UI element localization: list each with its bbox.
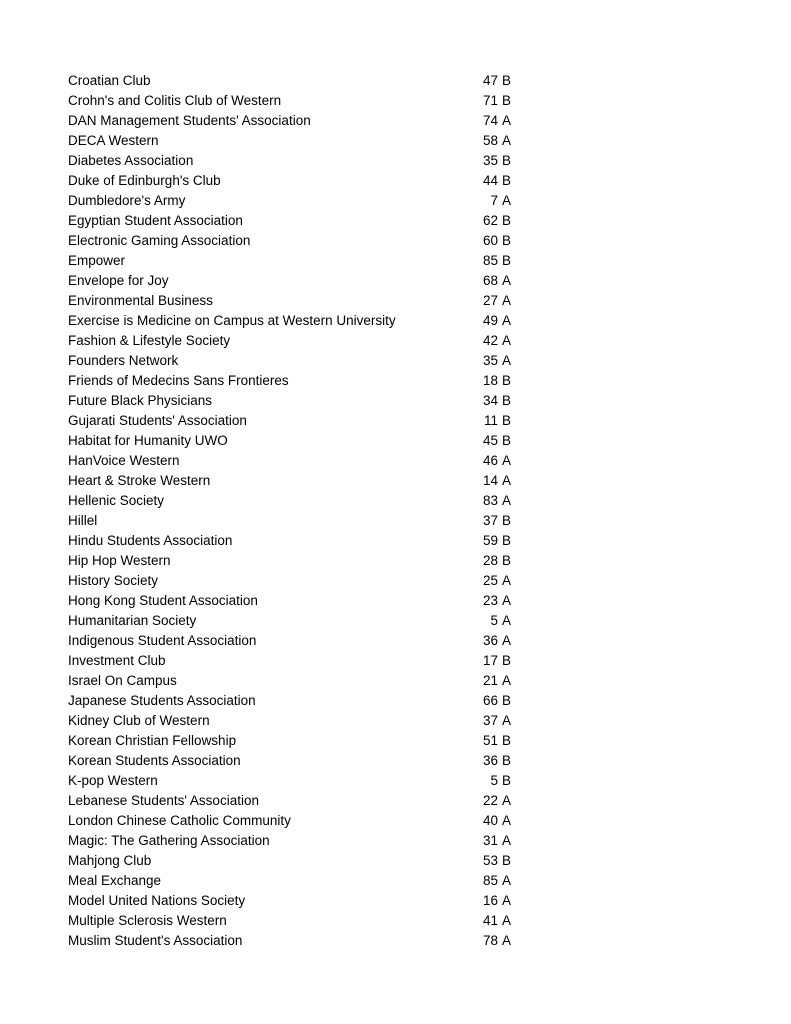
club-group: A: [502, 933, 512, 948]
list-item: [68, 311, 528, 331]
list-item: [68, 371, 528, 391]
club-name: Mahjong Club: [68, 853, 152, 868]
club-number: 36: [482, 753, 498, 768]
club-name: Korean Students Association: [68, 753, 241, 768]
club-name: Hillel: [68, 513, 98, 528]
list-item: [68, 511, 528, 531]
club-name: Model United Nations Society: [68, 893, 246, 908]
club-group: B: [502, 373, 512, 388]
list-item: [68, 631, 528, 651]
club-number: 5: [490, 613, 498, 628]
club-name: Habitat for Humanity UWO: [68, 433, 228, 448]
club-number: 22: [482, 793, 498, 808]
club-name: Duke of Edinburgh's Club: [68, 173, 221, 188]
club-group: B: [502, 253, 512, 268]
club-name: Fashion & Lifestyle Society: [68, 333, 231, 348]
club-group: A: [502, 873, 512, 888]
club-group: A: [502, 293, 512, 308]
list-item: [68, 131, 528, 151]
list-item: [68, 431, 528, 451]
club-group: A: [502, 573, 512, 588]
club-group: A: [502, 353, 512, 368]
list-item: [68, 711, 528, 731]
club-number: 53: [482, 853, 498, 868]
club-group: A: [502, 613, 512, 628]
club-number: 21: [482, 673, 498, 688]
list-item: [68, 651, 528, 671]
club-number: 44: [482, 173, 498, 188]
club-group: A: [502, 913, 512, 928]
list-item: [68, 771, 528, 791]
list-item: [68, 491, 528, 511]
list-item: [68, 851, 528, 871]
club-number: 45: [482, 433, 498, 448]
club-number: 28: [482, 553, 498, 568]
club-group: A: [502, 453, 512, 468]
club-number: 49: [482, 313, 498, 328]
list-item: [68, 171, 528, 191]
club-number: 78: [482, 933, 498, 948]
club-group: A: [502, 313, 512, 328]
list-item: [68, 451, 528, 471]
club-name: History Society: [68, 573, 159, 588]
club-number: 23: [482, 593, 498, 608]
club-name: Friends of Medecins Sans Frontieres: [68, 373, 289, 388]
club-name: Humanitarian Society: [68, 613, 197, 628]
club-name: Israel On Campus: [68, 673, 177, 688]
club-list: [68, 71, 528, 951]
club-name: Electronic Gaming Association: [68, 233, 251, 248]
club-group: B: [502, 693, 512, 708]
club-number: 42: [482, 333, 498, 348]
club-group: B: [502, 773, 512, 788]
list-item: [68, 351, 528, 371]
club-name: Envelope for Joy: [68, 273, 169, 288]
club-group: A: [502, 813, 512, 828]
club-group: B: [502, 433, 512, 448]
list-item: [68, 291, 528, 311]
club-group: B: [502, 653, 512, 668]
club-number: 37: [482, 513, 498, 528]
list-item: [68, 251, 528, 271]
club-group: A: [502, 473, 512, 488]
list-item: [68, 151, 528, 171]
club-number: 40: [482, 813, 498, 828]
club-name: Meal Exchange: [68, 873, 162, 888]
club-number: 71: [482, 93, 498, 108]
club-group: A: [502, 193, 512, 208]
list-item: [68, 871, 528, 891]
list-item: [68, 111, 528, 131]
club-name: Hip Hop Western: [68, 553, 171, 568]
list-item: [68, 731, 528, 751]
list-item: [68, 191, 528, 211]
club-group: A: [502, 673, 512, 688]
club-name: Hellenic Society: [68, 493, 165, 508]
club-group: A: [502, 893, 512, 908]
list-item: [68, 911, 528, 931]
club-name: Muslim Student's Association: [68, 933, 243, 948]
list-item: [68, 931, 528, 951]
list-item: [68, 271, 528, 291]
club-number: 18: [482, 373, 498, 388]
club-name: Founders Network: [68, 353, 179, 368]
club-name: Croatian Club: [68, 73, 151, 88]
list-item: [68, 891, 528, 911]
club-number: 37: [482, 713, 498, 728]
club-group: B: [502, 233, 512, 248]
list-item: [68, 231, 528, 251]
list-item: [68, 211, 528, 231]
club-number: 5: [490, 773, 498, 788]
club-number: 36: [482, 633, 498, 648]
club-group: B: [502, 553, 512, 568]
club-name: Magic: The Gathering Association: [68, 833, 270, 848]
club-name: DECA Western: [68, 133, 159, 148]
club-name: Crohn's and Colitis Club of Western: [68, 93, 282, 108]
club-number: 85: [482, 873, 498, 888]
list-item: [68, 391, 528, 411]
list-item: [68, 91, 528, 111]
club-name: K-pop Western: [68, 773, 158, 788]
list-item: [68, 791, 528, 811]
club-number: 51: [482, 733, 498, 748]
club-number: 46: [482, 453, 498, 468]
list-item: [68, 551, 528, 571]
list-item: [68, 591, 528, 611]
club-number: 34: [482, 393, 498, 408]
club-group: B: [502, 393, 512, 408]
list-item: [68, 671, 528, 691]
club-number: 74: [482, 113, 498, 128]
club-number: 35: [482, 353, 498, 368]
club-name: Korean Christian Fellowship: [68, 733, 237, 748]
club-number: 60: [482, 233, 498, 248]
club-group: B: [502, 533, 512, 548]
club-name: Diabetes Association: [68, 153, 194, 168]
club-group: B: [502, 213, 512, 228]
club-number: 58: [482, 133, 498, 148]
club-name: Egyptian Student Association: [68, 213, 243, 228]
club-group: B: [502, 173, 512, 188]
club-name: Investment Club: [68, 653, 166, 668]
list-item: [68, 411, 528, 431]
club-name: London Chinese Catholic Community: [68, 813, 291, 828]
club-number: 17: [482, 653, 498, 668]
club-name: Exercise is Medicine on Campus at Western University: [68, 313, 396, 328]
list-item: [68, 751, 528, 771]
club-number: 7: [490, 193, 498, 208]
club-group: B: [502, 413, 512, 428]
club-group: A: [502, 273, 512, 288]
club-name: Kidney Club of Western: [68, 713, 210, 728]
club-number: 62: [482, 213, 498, 228]
club-number: 31: [482, 833, 498, 848]
club-number: 83: [482, 493, 498, 508]
club-group: B: [502, 93, 512, 108]
list-item: [68, 331, 528, 351]
club-name: Dumbledore's Army: [68, 193, 186, 208]
club-group: B: [502, 73, 512, 88]
club-number: 35: [482, 153, 498, 168]
club-name: Multiple Sclerosis Western: [68, 913, 227, 928]
club-name: Gujarati Students' Association: [68, 413, 247, 428]
club-group: A: [502, 833, 512, 848]
club-number: 41: [482, 913, 498, 928]
club-number: 47: [482, 73, 498, 88]
club-name: HanVoice Western: [68, 453, 180, 468]
club-group: B: [502, 733, 512, 748]
club-number: 68: [482, 273, 498, 288]
club-number: 27: [482, 293, 498, 308]
club-name: Japanese Students Association: [68, 693, 256, 708]
club-group: A: [502, 793, 512, 808]
club-group: B: [502, 853, 512, 868]
club-name: Future Black Physicians: [68, 393, 213, 408]
club-name: DAN Management Students' Association: [68, 113, 311, 128]
club-group: A: [502, 593, 512, 608]
club-number: 59: [482, 533, 498, 548]
club-group: A: [502, 113, 512, 128]
club-number: 14: [482, 473, 498, 488]
club-name: Empower: [68, 253, 126, 268]
list-item: [68, 611, 528, 631]
club-group: B: [502, 153, 512, 168]
club-group: A: [502, 713, 512, 728]
list-item: [68, 531, 528, 551]
list-item: [68, 471, 528, 491]
list-item: [68, 571, 528, 591]
club-group: A: [502, 633, 512, 648]
club-number: 85: [482, 253, 498, 268]
club-name: Heart & Stroke Western: [68, 473, 211, 488]
club-group: B: [502, 513, 512, 528]
club-name: Hindu Students Association: [68, 533, 233, 548]
club-name: Indigenous Student Association: [68, 633, 257, 648]
club-name: Lebanese Students' Association: [68, 793, 259, 808]
list-item: [68, 811, 528, 831]
club-group: A: [502, 333, 512, 348]
club-number: 11: [483, 413, 498, 428]
club-number: 25: [482, 573, 498, 588]
club-number: 66: [482, 693, 498, 708]
list-item: [68, 691, 528, 711]
club-name: Environmental Business: [68, 293, 213, 308]
list-item: [68, 71, 528, 91]
club-group: B: [502, 753, 512, 768]
club-group: A: [502, 133, 512, 148]
list-item: [68, 831, 528, 851]
club-number: 16: [482, 893, 498, 908]
club-group: A: [502, 493, 512, 508]
club-name: Hong Kong Student Association: [68, 593, 258, 608]
